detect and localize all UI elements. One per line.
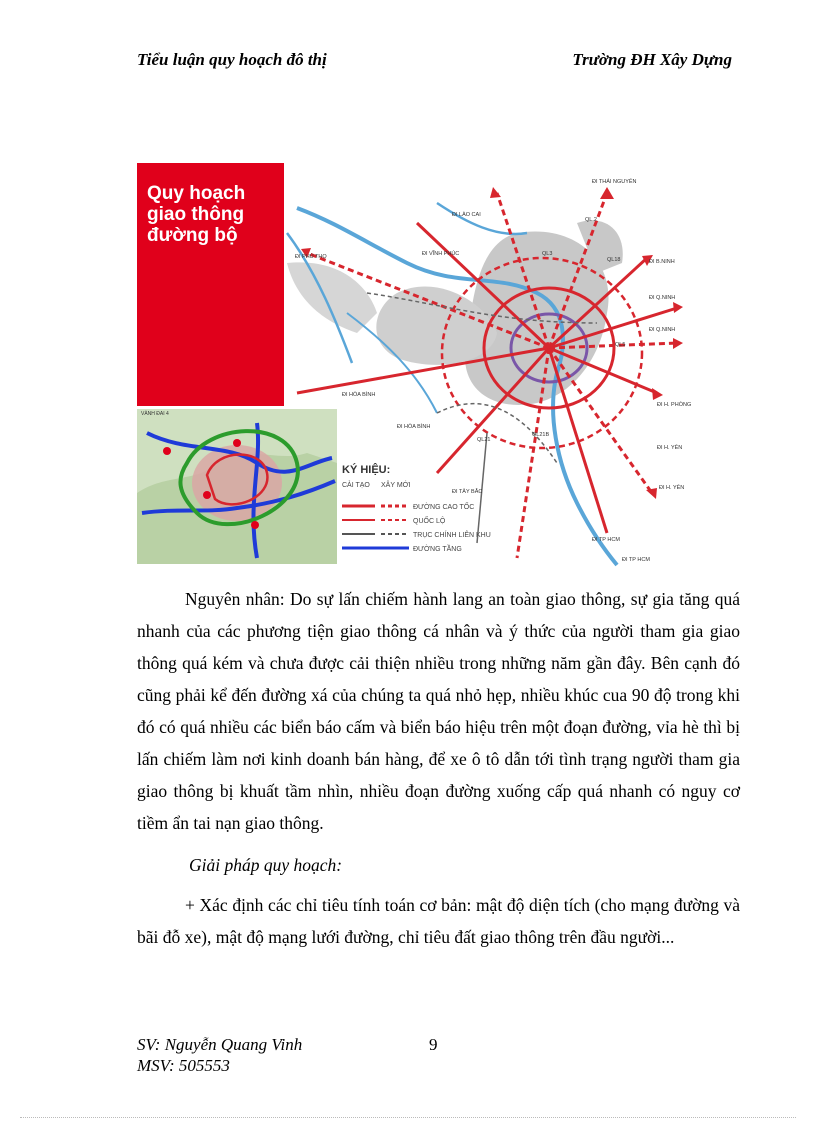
legend-col-1: CẢI TẠO (342, 482, 370, 489)
label-ql5: QL5 (615, 342, 626, 348)
label-lao-cai: ĐI LÀO CAI (452, 212, 481, 218)
header-left-title: Tiểu luận quy hoạch đô thị (137, 50, 327, 69)
legend-title: KÝ HIỆU: (342, 464, 391, 476)
title-line-3: đường bộ (147, 225, 238, 246)
label-qninh-2: ĐI Q.NINH (649, 327, 676, 333)
label-hyen-2: ĐI H. YÊN (659, 485, 685, 491)
footer-student-name: SV: Nguyễn Quang Vinh (137, 1035, 303, 1054)
label-ql21: QL21 (477, 437, 491, 443)
label-bninh: ĐI B.NINH (649, 259, 675, 265)
label-ql2: QL.2 (585, 217, 597, 223)
label-ql18: QL18 (607, 257, 621, 263)
title-line-2: giao thông (147, 204, 245, 225)
page-bottom-divider (20, 1117, 796, 1118)
inset-label: VÀNH ĐAI 4 (141, 411, 169, 417)
header-right-title: Trường ĐH Xây Dựng (572, 50, 732, 69)
label-thai-nguyen: ĐI THÁI NGUYÊN (592, 179, 637, 185)
traffic-planning-map (137, 163, 692, 565)
label-hyen-1: ĐI H. YÊN (657, 445, 683, 451)
label-ql21b: QL21B (532, 432, 550, 438)
label-tphcm-2: ĐI TP HCM (622, 557, 650, 563)
solution-heading: Giải pháp quy hoạch: (189, 855, 343, 875)
legend-col-2: XÂY MỚI (381, 482, 411, 489)
legend-item-expressway: ĐƯỜNG CAO TỐC (413, 504, 475, 511)
label-phu-tho: ĐI PHÚ THỌ (295, 254, 327, 260)
legend-item-level-road: ĐƯỜNG TẦNG (413, 546, 462, 553)
label-ql3: QL3 (542, 251, 553, 257)
footer-student-id: MSV: 505553 (137, 1056, 230, 1075)
label-tphcm-1: ĐI TP HCM (592, 537, 620, 543)
legend-item-national-road: QUỐC LỘ (413, 518, 446, 525)
cause-paragraph: Nguyên nhân: Do sự lấn chiếm hành lang an toàn giao thông, sự gia tăng quá nhanh của các phương tiện giao thông cá nhân và ý thức của người tham gia giao thông quá kém và chưa được cải thiện nhiều trong những năm gần đây. Bên cạnh đó cũng phải kể đến đường xá của chúng ta quá nhỏ hẹp, nhiều khúc cua 90 độ trong khi đó có quá nhiều các biển báo cấm và biển báo hiệu trên một đoạn đường, vỉa hè thì bị lấn chiếm làm nơi kinh doanh bán hàng, để xe ô tô dẫn tới tình trạng người tham gia giao thông bị khuất tầm nhìn, nhiều đoạn đường xuống cấp quá nhanh có nguy cơ tiềm ẩn tai nạn giao thông. (137, 589, 740, 833)
label-qninh-1: ĐI Q.NINH (649, 295, 676, 301)
title-line-1: Quy hoạch (147, 183, 246, 204)
solution-paragraph: + Xác định các chỉ tiêu tính toán cơ bản: mật độ diện tích (cho mạng đường và bãi đỗ xe), mật độ mạng lưới đường, chỉ tiêu đất giao thông trên đầu người... (137, 895, 740, 947)
body-content (137, 583, 740, 953)
inset-map (137, 409, 337, 564)
label-hoabinh-2: ĐI HÒA BÌNH (397, 424, 431, 430)
legend-item-main-axis: TRỤC CHÍNH LIÊN KHU (413, 532, 491, 539)
label-vinh-phuc: ĐI VĨNH PHÚC (422, 251, 460, 257)
label-hoabinh-1: ĐI HÒA BÌNH (342, 392, 376, 398)
label-taybac: ĐI TÂY BẮC (452, 489, 483, 495)
page-number: 9 (429, 1035, 438, 1054)
label-hphong: ĐI H. PHÒNG (657, 402, 692, 408)
